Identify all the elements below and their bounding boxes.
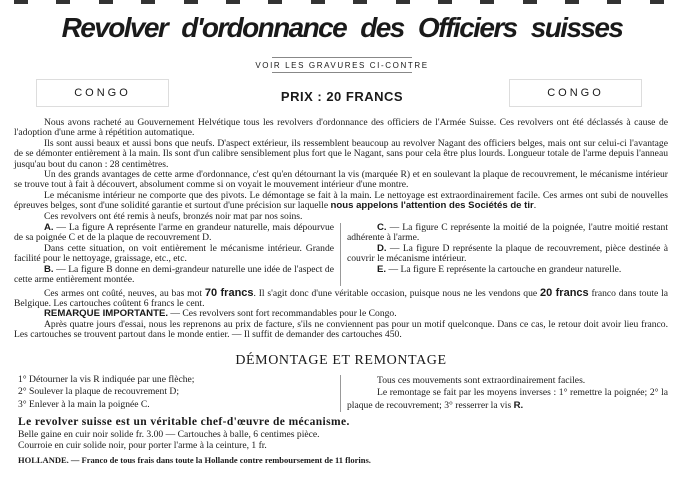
paragraph: Un des grands avantages de cette arme d'ordonnance, c'est qu'en détournant la vis (marquée R) et en soulevant la plaque de recouvrement, le mécanisme intérieur se trouve tout à fait à découvert, absolument comme si on voyait le mouvement intérieur d'une montre. — [14, 169, 668, 191]
remontage-text — [341, 375, 668, 413]
label: C. — [377, 222, 387, 234]
paragraph: Ces revolvers ont été remis à neufs, bronzés noir mat par nos soins. — [44, 210, 303, 222]
label: E. — [377, 263, 387, 275]
label: REMARQUE IMPORTANTE. — [44, 308, 169, 320]
steps-list — [14, 375, 341, 413]
paragraph: Après quatre jours d'essai, nous les reprenons au prix de facture, s'ils ne conviennent pas pour un motif quelconque. Dans ce cas, le retour doit avoir lieu franco. Les cartouches se trouvent partout dans le monde entier. — Il suffit de demander des cartouches 450. — [14, 318, 668, 341]
step: 1° Détourner la vis R indiquée par une flèche; — [18, 373, 195, 385]
figures-columns — [14, 223, 668, 285]
text: Le remontage se fait par les moyens inverses : 1° remettre la poignée; 2° la plaque de recouvrement; 3° resserrer la vis — [347, 387, 668, 411]
paragraph: Tous ces mouvements sont extraordinairement faciles. — [377, 374, 586, 386]
bold-text: R. — [513, 399, 524, 411]
top-border-marks — [14, 0, 664, 4]
figure-c — [347, 223, 668, 244]
congo-box-left: CONGO — [36, 79, 169, 107]
bold-text: nous appelons l'attention des Sociétés de tir — [330, 200, 534, 212]
text: Ces armes ont coûté, neuves, au bas mot — [44, 287, 205, 299]
paragraph — [347, 387, 668, 412]
text: franco dans toute la Belgique. Les cartouches coûtent 6 francs le cent. — [14, 287, 668, 309]
figure-e — [347, 265, 668, 275]
label: B. — [44, 263, 54, 275]
figures-left-column — [14, 223, 341, 285]
congo-box-right: CONGO — [509, 79, 642, 107]
step: 3° Enlever à la main la poignée C. — [18, 398, 150, 410]
accessory-line: Courroie en cuir solide noir, pour porter l'arme à la ceinture, 1 fr. — [18, 439, 267, 451]
figure-a — [14, 223, 334, 244]
paragraph — [14, 288, 668, 310]
page-title: Revolver d'ordonnance des Officiers suisses — [61, 12, 623, 43]
figure-a-detail: Dans cette situation, on voit entièrement le mécanisme intérieur. Grande facilité pour le nettoyage, graissage, etc., etc. — [14, 242, 334, 265]
highlight-statement: Le revolver suisse est un véritable chef-d'œuvre de mécanisme. — [18, 416, 350, 429]
label: D. — [377, 242, 387, 254]
hollande-note: HOLLANDE. — Franco de tous frais dans toute la Hollande contre remboursement de 11 florins. — [18, 455, 371, 466]
bold-text: 20 francs — [539, 286, 589, 299]
intro-text — [14, 118, 668, 222]
figure-b — [14, 265, 334, 286]
demontage-columns — [14, 375, 668, 413]
pricing-text — [14, 288, 668, 341]
text: — La figure A représente l'arme en grandeur naturelle, mais dépourvue de sa poignée C et de la plaque de recouvrement D. — [14, 222, 334, 244]
label: A. — [44, 222, 54, 234]
bold-text: 70 francs — [204, 286, 254, 299]
figures-right-column — [341, 223, 668, 285]
text: — La figure E représente la cartouche en grandeur naturelle. — [386, 263, 622, 275]
body-content — [14, 118, 668, 465]
price-heading: PRIX : 20 FRANCS — [280, 89, 404, 104]
text: — Ces revolvers sont fort recommandables pour le Congo. — [168, 308, 397, 320]
accessories — [14, 430, 668, 451]
paragraph: Nous avons racheté au Gouvernement Helvétique tous les revolvers d'ordonnance des officiers de l'Armée Suisse. Ces revolvers ont été déclassés à cause de l'adoption d'une arme à répétition automatique. — [14, 117, 668, 139]
text: . — [533, 200, 537, 212]
text: — La figure C représente la moitié de la poignée, l'autre moitié restant adhérente à l'arme. — [347, 222, 668, 244]
divider — [272, 72, 412, 73]
text: — La figure B donne en demi-grandeur naturelle une idée de l'aspect de cette arme entièrement montée. — [14, 263, 334, 286]
accessory-line: Belle gaine en cuir noir solide fr. 3.00 — Cartouches à balle, 6 centimes pièce. — [18, 429, 320, 441]
step: 2° Soulever la plaque de recouvrement D; — [18, 386, 180, 398]
paragraph — [14, 191, 668, 212]
divider — [272, 57, 412, 58]
text: . Il s'agit donc d'une véritable occasion, puisque nous ne les vendons que — [253, 287, 540, 299]
subtitle: VOIR LES GRAVURES CI-CONTRE — [255, 61, 429, 70]
text: — La figure D représente la plaque de recouvrement, pièce destinée à couvrir le mécanisme intérieur. — [347, 242, 668, 265]
figure-d — [347, 244, 668, 265]
paragraph: Ils sont aussi beaux et aussi bons que neufs. D'aspect extérieur, ils ressemblent beaucoup au revolver Nagant des officiers belges, mais ont sur celui-ci l'avantage de se démonter entièrement à la main. Ils sont d'un calibre sensiblement plus fort que le Nagant, sans pour cela être plus lourds. Longueur totale de l'arme depuis l'anneau jusqu'au bout du canon : 28 centimètres. — [14, 137, 668, 170]
text: Le mécanisme intérieur ne comporte que des pivots. Le démontage se fait à la main. Le nettoyage est extraordinairement facile. Ces armes ont subi de nouvelles épreuves belges, sont d'une solidité garantie et surtout d'une précision sur laquelle — [14, 189, 668, 212]
section-heading: DÉMONTAGE ET REMONTAGE — [235, 352, 447, 368]
